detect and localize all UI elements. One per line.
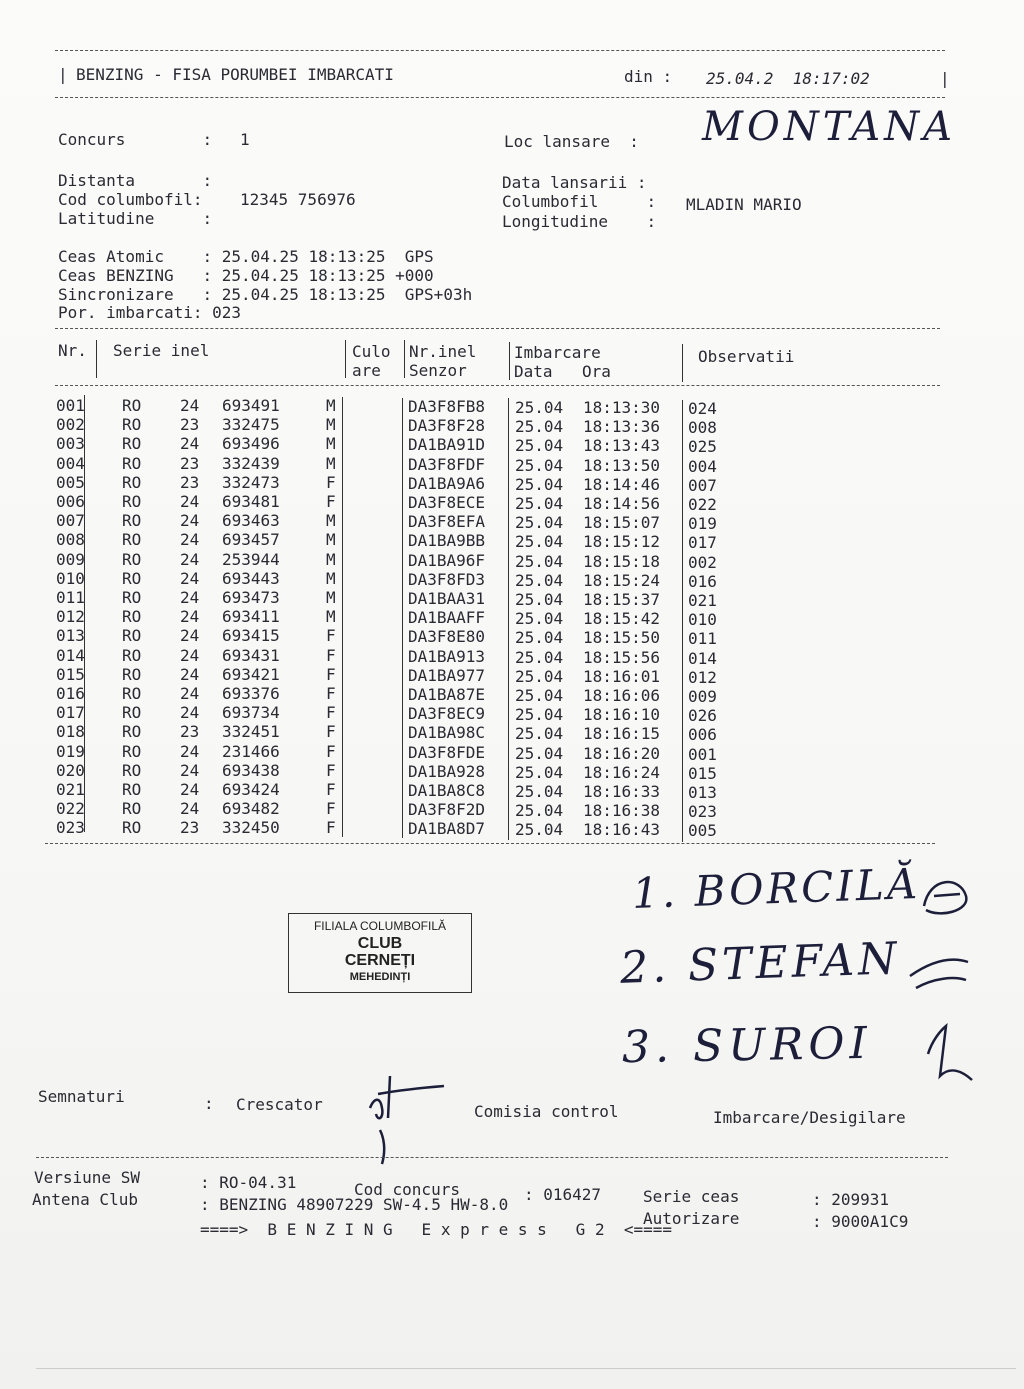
cell-ora: 18:13:36: [583, 417, 661, 437]
ceas-benzing: Ceas BENZING : 25.04.25 18:13:25 +000: [58, 266, 434, 285]
longitudine-label: Longitudine :: [502, 212, 657, 231]
cell-ora: 18:16:43: [583, 820, 661, 840]
cell-obs: 017: [688, 533, 717, 553]
cell-senzor: DA1BA96F: [408, 550, 486, 570]
antena-club-value: : BENZING 48907229 SW-4.5 HW-8.0: [200, 1195, 509, 1214]
cell-inel: 693457: [222, 530, 280, 550]
cell-sex: F: [326, 664, 336, 684]
cell-obs: 009: [688, 687, 717, 706]
cell-obs: 007: [688, 475, 717, 495]
cell-inel: 332473: [222, 472, 280, 492]
distanta-label: Distanta :: [58, 171, 213, 190]
cell-sex: F: [326, 760, 336, 780]
cod-columbofil-label: Cod columbofil:: [58, 190, 203, 209]
cell-inel: 332439: [222, 453, 280, 473]
cell-tara: RO: [122, 645, 142, 665]
cell-ora: 18:16:10: [583, 705, 661, 725]
col-header-ora: Ora: [582, 362, 611, 381]
cell-senzor: DA1BA9A6: [408, 473, 486, 493]
cell-tara: RO: [122, 530, 142, 550]
cell-an: 24: [180, 549, 200, 569]
header-bar-right: |: [940, 69, 950, 88]
cell-obs: 025: [688, 437, 717, 457]
cell-nr: 023: [56, 818, 85, 838]
table-row: [0, 684, 1024, 706]
stamp-line-3: CERNEȚI: [344, 952, 416, 969]
cell-inel: 231466: [222, 741, 280, 761]
cell-data: 25.04: [515, 762, 564, 782]
cell-inel: 332450: [222, 818, 280, 838]
cell-sex: F: [326, 684, 336, 703]
cell-ora: 18:15:37: [583, 590, 661, 609]
cell-nr: 021: [56, 780, 85, 799]
cell-tara: RO: [122, 760, 142, 780]
cell-nr: 017: [56, 703, 85, 723]
cell-data: 25.04: [515, 782, 564, 801]
cell-nr: 022: [56, 799, 85, 819]
cell-an: 24: [180, 741, 200, 761]
cell-inel: 693443: [222, 568, 280, 588]
cell-data: 25.04: [515, 628, 564, 648]
cell-data: 25.04: [515, 417, 564, 437]
stamp-line-4: MEHEDINȚI: [349, 971, 411, 983]
cell-data: 25.04: [515, 609, 564, 629]
cell-sex: F: [326, 799, 336, 819]
col-rule: [345, 340, 346, 378]
cell-obs: 014: [688, 648, 717, 668]
cell-inel: 693431: [222, 645, 280, 665]
cell-senzor: DA3F8EFA: [408, 512, 486, 532]
cell-inel: 693376: [222, 684, 280, 703]
table-top-divider: [55, 328, 940, 329]
cell-senzor: DA3F8EC9: [408, 704, 486, 724]
header-bottom-divider: [55, 97, 945, 98]
cell-senzor: DA3F8ECE: [408, 493, 486, 512]
cell-an: 24: [180, 530, 200, 550]
cell-ora: 18:15:18: [583, 551, 661, 571]
cell-nr: 011: [56, 588, 85, 607]
cell-nr: 015: [56, 664, 85, 684]
cell-inel: 693482: [222, 799, 280, 819]
cell-inel: 332451: [222, 722, 280, 742]
cell-nr: 008: [56, 530, 85, 550]
cell-tara: RO: [122, 396, 142, 415]
table-row: [0, 760, 1024, 783]
cell-data: 25.04: [515, 398, 564, 417]
cell-an: 24: [180, 780, 200, 799]
cell-inel: 693411: [222, 607, 280, 627]
cell-inel: 693481: [222, 492, 280, 511]
imbarcare-desigilare-label: Imbarcare/Desigilare: [713, 1108, 906, 1127]
cell-obs: 022: [688, 495, 717, 514]
columbofil-label: Columbofil :: [502, 192, 657, 211]
cell-obs: 019: [688, 514, 717, 534]
autorizare-value: : 9000A1C9: [812, 1212, 909, 1231]
stamp-line-2: CLUB: [357, 935, 403, 952]
cell-an: 23: [180, 722, 200, 742]
cell-senzor: DA1BAA31: [408, 589, 486, 608]
din-label: din :: [624, 67, 673, 86]
cell-obs: 026: [688, 706, 717, 726]
cell-senzor: DA1BA87E: [408, 685, 486, 704]
cell-sex: F: [326, 492, 336, 511]
cell-obs: 013: [688, 783, 717, 802]
din-value: 25.04.2 18:17:02: [706, 69, 870, 88]
cell-an: 24: [180, 396, 200, 415]
col-rule: [96, 340, 97, 378]
cell-inel: 693496: [222, 434, 280, 454]
col-header-serie-inel: Serie inel: [113, 341, 210, 360]
cell-tara: RO: [122, 568, 142, 588]
crescator-label: Crescator: [236, 1095, 323, 1114]
page-edge-line: [36, 1368, 1016, 1369]
cell-senzor: DA1BA928: [408, 761, 486, 781]
cell-sex: F: [326, 722, 336, 742]
cod-concurs-label: Cod concurs: [354, 1180, 460, 1199]
cell-tara: RO: [122, 799, 142, 819]
cell-an: 23: [180, 818, 200, 838]
table-row: [0, 799, 1024, 822]
table-header-divider: [55, 385, 940, 386]
cell-senzor: DA1BA913: [408, 646, 486, 666]
cell-ora: 18:16:38: [583, 801, 661, 821]
cell-data: 25.04: [515, 724, 564, 744]
cell-obs: 005: [688, 821, 717, 841]
document-title: BENZING - FISA PORUMBEI IMBARCATI: [76, 65, 394, 84]
cell-sex: M: [326, 511, 336, 531]
handwritten-note-3: 3. SUROI: [621, 1017, 873, 1074]
cell-senzor: DA1BA91D: [408, 435, 486, 455]
cell-an: 24: [180, 799, 200, 819]
table-row: [0, 492, 1024, 514]
cell-an: 24: [180, 568, 200, 588]
cod-concurs-value: : 016427: [524, 1185, 602, 1204]
antena-club-label: Antena Club: [32, 1190, 138, 1209]
cell-senzor: DA3F8FDE: [408, 742, 486, 762]
porumbei-imbarcati: Por. imbarcati: 023: [58, 303, 242, 322]
cell-nr: 001: [56, 396, 85, 415]
cell-sex: M: [326, 549, 336, 569]
cell-data: 25.04: [515, 436, 564, 456]
cell-tara: RO: [122, 703, 142, 723]
table-row: [0, 472, 1024, 495]
table-row: [0, 511, 1024, 534]
cell-sex: F: [326, 645, 336, 665]
cell-senzor: DA3F8FD3: [408, 569, 486, 589]
cell-tara: RO: [122, 818, 142, 838]
table-row: [0, 741, 1024, 764]
cell-nr: 003: [56, 434, 85, 454]
table-row: [0, 549, 1024, 572]
cell-senzor: DA1BA9BB: [408, 531, 486, 551]
table-row: [0, 453, 1024, 476]
cell-sex: M: [326, 568, 336, 588]
cell-ora: 18:13:50: [583, 455, 661, 475]
cell-inel: 693438: [222, 760, 280, 780]
cell-data: 25.04: [515, 494, 564, 513]
table-row: [0, 626, 1024, 649]
cell-inel: 693491: [222, 396, 280, 415]
cell-tara: RO: [122, 741, 142, 761]
table-row: [0, 568, 1024, 591]
concurs-value: 1: [240, 130, 250, 149]
cell-nr: 014: [56, 645, 85, 665]
cell-an: 24: [180, 645, 200, 665]
cell-senzor: DA1BA8C8: [408, 781, 486, 800]
table-row: [0, 530, 1024, 553]
cell-an: 24: [180, 664, 200, 684]
data-lansarii-label: Data lansarii :: [502, 173, 647, 192]
cell-an: 24: [180, 684, 200, 703]
cell-nr: 005: [56, 472, 85, 492]
cell-obs: 023: [688, 802, 717, 822]
col-header-culo: Culo: [352, 342, 391, 361]
cell-an: 24: [180, 760, 200, 780]
col-header-data: Data: [514, 362, 553, 381]
cell-nr: 009: [56, 549, 85, 569]
cell-an: 24: [180, 492, 200, 511]
semnaturi-colon: :: [204, 1094, 214, 1113]
cell-nr: 019: [56, 741, 85, 761]
cell-tara: RO: [122, 722, 142, 742]
cell-obs: 015: [688, 763, 717, 783]
cell-senzor: DA3F8F28: [408, 416, 486, 436]
col-rule: [404, 340, 405, 378]
cell-tara: RO: [122, 492, 142, 511]
cell-sex: F: [326, 780, 336, 799]
cell-ora: 18:15:24: [583, 570, 661, 590]
table-row: [0, 703, 1024, 726]
table-row: [0, 396, 1024, 418]
col-rule: [682, 344, 683, 382]
cell-obs: 016: [688, 571, 717, 591]
cell-tara: RO: [122, 664, 142, 684]
cell-senzor: DA3F8E80: [408, 627, 486, 647]
cell-nr: 020: [56, 760, 85, 780]
cell-inel: 693463: [222, 511, 280, 531]
cell-sex: F: [326, 626, 336, 646]
cell-data: 25.04: [515, 570, 564, 590]
cell-data: 25.04: [515, 647, 564, 667]
cell-an: 23: [180, 453, 200, 473]
cell-inel: 332475: [222, 415, 280, 435]
cell-an: 24: [180, 703, 200, 723]
table-row: [0, 818, 1024, 841]
cell-ora: 18:16:33: [583, 782, 661, 801]
cell-nr: 018: [56, 722, 85, 742]
cell-obs: 010: [688, 610, 717, 630]
handwritten-note-2: 2. STEFAN: [619, 933, 902, 994]
cell-sex: M: [326, 530, 336, 550]
cell-sex: M: [326, 607, 336, 627]
table-row: [0, 434, 1024, 457]
cell-data: 25.04: [515, 705, 564, 725]
cell-obs: 011: [688, 629, 717, 649]
cell-ora: 18:16:24: [583, 762, 661, 782]
loc-lansare-label: Loc lansare :: [504, 132, 639, 151]
handwritten-note-1: 1. BORCILĂ: [631, 858, 921, 919]
col-header-nr-inel: Nr.inel: [409, 342, 477, 361]
cell-sex: M: [326, 588, 336, 607]
comisia-control-label: Comisia control: [474, 1102, 619, 1121]
col-rule: [509, 342, 510, 380]
versiune-sw-label: Versiune SW: [34, 1168, 140, 1187]
cell-nr: 002: [56, 415, 85, 435]
cell-obs: 002: [688, 552, 717, 572]
latitudine-label: Latitudine :: [58, 209, 213, 228]
club-stamp: [288, 913, 472, 993]
cell-data: 25.04: [515, 532, 564, 552]
cell-tara: RO: [122, 780, 142, 799]
table-row: [0, 664, 1024, 687]
cell-sex: F: [326, 703, 336, 723]
cell-data: 25.04: [515, 474, 564, 494]
col-header-nr: Nr.: [58, 341, 87, 360]
cell-obs: 008: [688, 418, 717, 438]
col-header-observatii: Observatii: [698, 347, 795, 366]
loc-lansare-value: MONTANA: [702, 104, 957, 150]
versiune-sw-value: : RO-04.31: [200, 1173, 297, 1192]
cell-senzor: DA3F8FDF: [408, 454, 486, 474]
cell-tara: RO: [122, 626, 142, 646]
cod-columbofil-value: 12345 756976: [240, 190, 356, 209]
cell-ora: 18:16:15: [583, 724, 661, 744]
table-row: [0, 722, 1024, 745]
cell-data: 25.04: [515, 801, 564, 821]
cell-inel: 693415: [222, 626, 280, 646]
cell-tara: RO: [122, 607, 142, 627]
concurs-label: Concurs :: [58, 130, 213, 149]
cell-an: 23: [180, 415, 200, 435]
cell-ora: 18:15:42: [583, 609, 661, 629]
cell-sex: M: [326, 415, 336, 435]
cell-ora: 18:16:01: [583, 666, 661, 686]
cell-sex: F: [326, 472, 336, 492]
table-row: [0, 607, 1024, 630]
cell-inel: 693734: [222, 703, 280, 723]
cell-an: 24: [180, 588, 200, 607]
cell-data: 25.04: [515, 590, 564, 609]
cell-obs: 006: [688, 725, 717, 745]
cell-senzor: DA3F8F2D: [408, 800, 486, 820]
cell-ora: 18:15:07: [583, 513, 661, 533]
table-row: [0, 645, 1024, 668]
cell-data: 25.04: [515, 743, 564, 763]
cell-obs: 001: [688, 744, 717, 764]
serie-ceas-label: Serie ceas: [643, 1187, 740, 1206]
footer-top-divider: [36, 1157, 948, 1158]
cell-inel: 253944: [222, 549, 280, 569]
cell-inel: 693473: [222, 588, 280, 607]
col-header-are: are: [352, 361, 381, 380]
cell-nr: 004: [56, 453, 85, 473]
cell-senzor: DA1BA977: [408, 665, 486, 685]
cell-data: 25.04: [515, 455, 564, 475]
cell-nr: 012: [56, 607, 85, 627]
cell-tara: RO: [122, 684, 142, 703]
col-header-senzor: Senzor: [409, 361, 467, 380]
cell-sex: M: [326, 396, 336, 415]
cell-an: 24: [180, 434, 200, 454]
cell-obs: 024: [688, 399, 717, 418]
cell-ora: 18:14:56: [583, 494, 661, 513]
cell-inel: 693424: [222, 780, 280, 799]
cell-nr: 016: [56, 684, 85, 703]
table-row: [0, 415, 1024, 438]
cell-data: 25.04: [515, 551, 564, 571]
cell-obs: 021: [688, 591, 717, 610]
cell-ora: 18:14:46: [583, 474, 661, 494]
cell-data: 25.04: [515, 513, 564, 533]
col-header-imbarcare: Imbarcare: [514, 343, 601, 362]
cell-tara: RO: [122, 472, 142, 492]
table-row: [0, 780, 1024, 802]
autorizare-label: Autorizare: [643, 1209, 740, 1228]
cell-senzor: DA3F8FB8: [408, 397, 486, 416]
cell-obs: 012: [688, 667, 717, 687]
cell-tara: RO: [122, 415, 142, 435]
columbofil-value: MLADIN MARIO: [686, 195, 802, 214]
cell-tara: RO: [122, 453, 142, 473]
cell-senzor: DA1BA8D7: [408, 819, 486, 839]
cell-sex: M: [326, 453, 336, 473]
sincronizare: Sincronizare : 25.04.25 18:13:25 GPS+03h: [58, 285, 473, 304]
cell-tara: RO: [122, 434, 142, 454]
cell-data: 25.04: [515, 820, 564, 840]
cell-tara: RO: [122, 588, 142, 607]
cell-nr: 013: [56, 626, 85, 646]
header-bar-left: |: [58, 65, 68, 84]
cell-nr: 007: [56, 511, 85, 531]
cell-inel: 693421: [222, 664, 280, 684]
cell-obs: 004: [688, 456, 717, 476]
cell-an: 23: [180, 472, 200, 492]
serie-ceas-value: : 209931: [812, 1190, 890, 1209]
stamp-line-1: FILIALA COLUMBOFILĂ: [313, 919, 447, 933]
cell-an: 24: [180, 607, 200, 627]
semnaturi-label: Semnaturi: [38, 1087, 125, 1106]
cell-tara: RO: [122, 549, 142, 569]
handwritten-initials-marks: [900, 866, 980, 1096]
header-top-divider: [55, 50, 945, 51]
cell-ora: 18:15:56: [583, 647, 661, 667]
cell-senzor: DA1BAAFF: [408, 608, 486, 628]
cell-ora: 18:16:20: [583, 743, 661, 763]
cell-nr: 010: [56, 568, 85, 588]
crescator-signature: [360, 1068, 460, 1168]
cell-sex: F: [326, 741, 336, 761]
cell-tara: RO: [122, 511, 142, 531]
cell-nr: 006: [56, 492, 85, 511]
cell-ora: 18:13:43: [583, 436, 661, 456]
benzing-banner: ====> B E N Z I N G E x p r e s s G 2 <====: [200, 1220, 673, 1239]
cell-data: 25.04: [515, 666, 564, 686]
cell-sex: F: [326, 818, 336, 838]
cell-ora: 18:16:06: [583, 686, 661, 705]
ceas-atomic: Ceas Atomic : 25.04.25 18:13:25 GPS: [58, 247, 434, 266]
cell-senzor: DA1BA98C: [408, 723, 486, 743]
table-bottom-divider: [45, 843, 935, 844]
cell-sex: M: [326, 434, 336, 454]
cell-ora: 18:15:50: [583, 628, 661, 648]
cell-data: 25.04: [515, 686, 564, 705]
cell-ora: 18:13:30: [583, 398, 661, 417]
cell-an: 24: [180, 626, 200, 646]
cell-ora: 18:15:12: [583, 532, 661, 552]
table-row: [0, 588, 1024, 610]
cell-an: 24: [180, 511, 200, 531]
